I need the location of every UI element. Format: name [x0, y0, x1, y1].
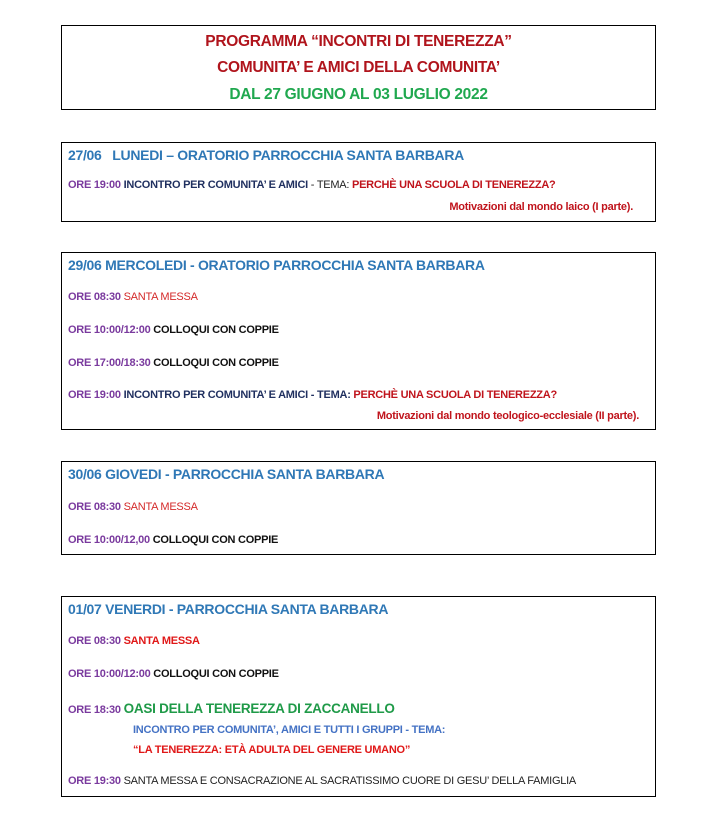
event-title: SANTA MESSA: [123, 635, 200, 647]
event-title: COLLOQUI CON COPPIE: [153, 324, 279, 336]
event-row: [68, 179, 649, 191]
event-time: ORE 19:00: [68, 389, 121, 401]
event-time: ORE 10:00/12:00: [68, 668, 151, 680]
event-title: COLLOQUI CON COPPIE: [153, 357, 279, 369]
event-theme: PERCHÈ UNA SCUOLA DI TENEREZZA?: [353, 389, 557, 401]
event-title: INCONTRO PER COMUNITA’ E AMICI: [123, 389, 308, 401]
event-title: SANTA MESSA E CONSACRAZIONE AL SACRATISSIMO CUORE DI GESU’ DELLA FAMIGLIA: [123, 775, 577, 787]
event-row: [68, 775, 649, 787]
event-row: [68, 291, 649, 303]
event-time: ORE 19:30: [68, 775, 121, 787]
day-heading: 30/06 GIOVEDI - PARROCCHIA SANTA BARBARA: [68, 466, 385, 482]
event-row: [68, 501, 649, 513]
tema-label: - TEMA:: [308, 389, 354, 401]
day-heading: 01/07 VENERDI - PARROCCHIA SANTA BARBARA: [68, 601, 389, 617]
event-time: ORE 08:30: [68, 635, 121, 647]
event-time: ORE 17:00/18:30: [68, 357, 151, 369]
event-time: ORE 08:30: [68, 501, 121, 513]
day-box-30-06: [61, 461, 656, 555]
event-row: [68, 534, 649, 546]
event-time: ORE 10:00/12,00: [68, 534, 150, 546]
event-title: COLLOQUI CON COPPIE: [152, 534, 279, 546]
event-row: [68, 357, 649, 369]
event-subtitle: Motivazioni dal mondo teologico-ecclesiale (II parte).: [376, 410, 639, 422]
day-heading: 27/06 LUNEDI – ORATORIO PARROCCHIA SANTA BARBARA: [68, 147, 464, 163]
program-title: PROGRAMMA “INCONTRI DI TENEREZZA”: [205, 33, 512, 50]
event-title: SANTA MESSA: [123, 291, 198, 303]
program-dates: DAL 27 GIUGNO AL 03 LUGLIO 2022: [229, 86, 488, 103]
day-box-01-07: [61, 596, 656, 797]
day-heading: 29/06 MERCOLEDI - ORATORIO PARROCCHIA SANTA BARBARA: [68, 257, 485, 273]
event-time: ORE 18:30: [68, 704, 121, 716]
event-title: COLLOQUI CON COPPIE: [153, 668, 279, 680]
day-box-29-06: [61, 252, 656, 430]
event-time: ORE 08:30: [68, 291, 121, 303]
day-box-27-06: [61, 142, 656, 222]
event-title: INCONTRO PER COMUNITA’ E AMICI: [123, 179, 308, 191]
event-theme: PERCHÈ UNA SCUOLA DI TENEREZZA?: [352, 179, 556, 191]
program-title-box: [61, 25, 656, 110]
event-title: SANTA MESSA: [123, 501, 198, 513]
event-row: [68, 635, 649, 647]
event-row: [68, 324, 649, 336]
event-time: ORE 10:00/12:00: [68, 324, 151, 336]
event-row: [68, 668, 649, 680]
event-theme: “LA TENEREZZA: ETÀ ADULTA DEL GENERE UMANO”: [133, 744, 411, 756]
event-detail: INCONTRO PER COMUNITA’, AMICI E TUTTI I GRUPPI - TEMA:: [133, 724, 446, 736]
event-title: OASI DELLA TENEREZZA DI ZACCANELLO: [123, 701, 395, 716]
event-subtitle: Motivazioni dal mondo laico (I parte).: [449, 201, 633, 213]
event-row: [68, 389, 649, 401]
tema-label: - TEMA:: [308, 179, 352, 191]
event-row: [68, 701, 649, 716]
event-time: ORE 19:00: [68, 179, 121, 191]
program-subtitle: COMUNITA’ E AMICI DELLA COMUNITA’: [217, 59, 500, 76]
